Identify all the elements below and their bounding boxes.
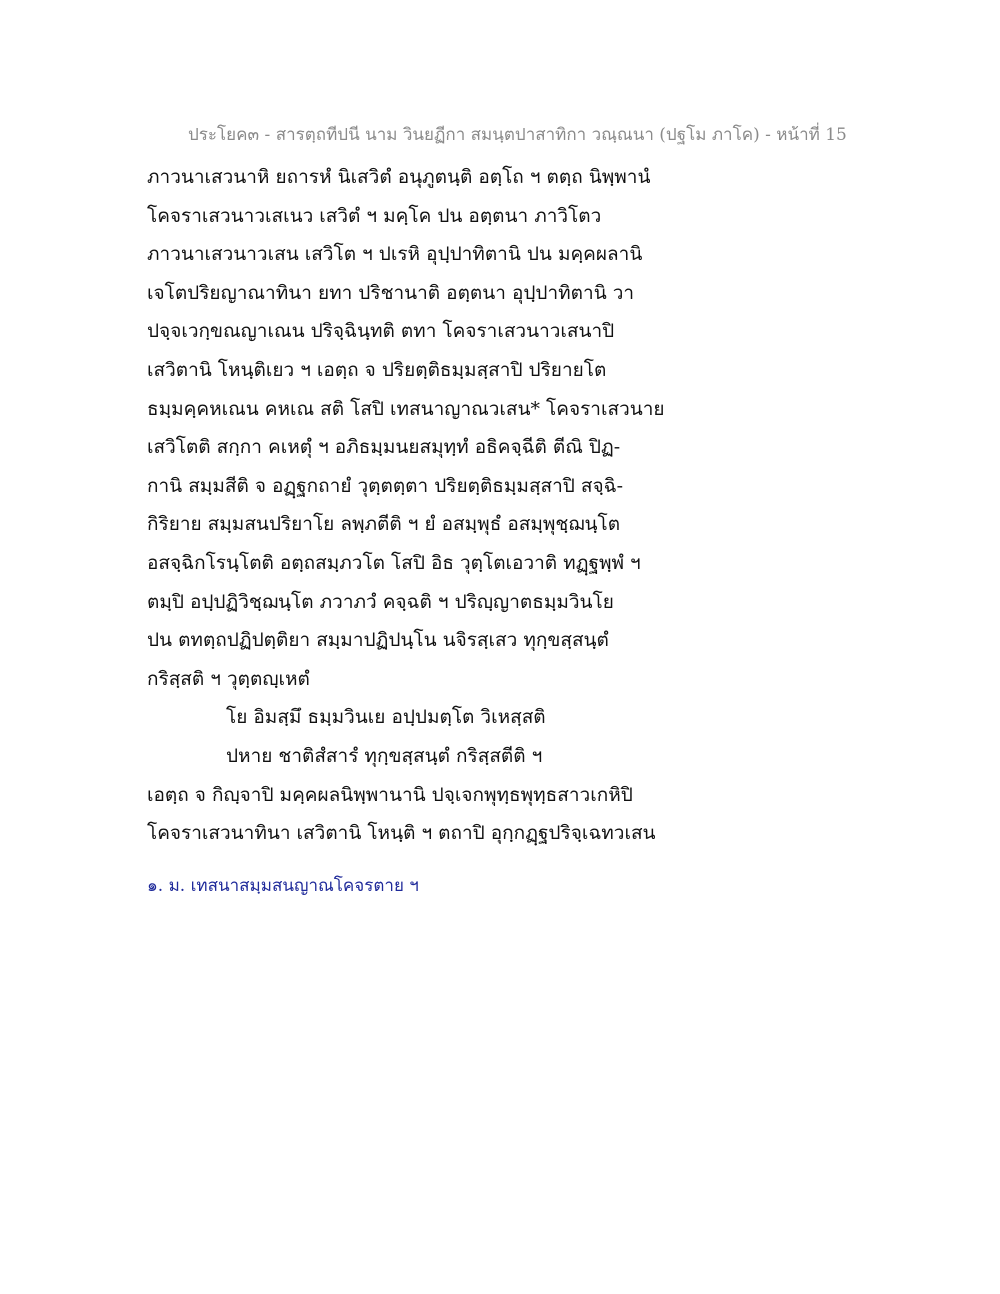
text-line: ปจฺจเวกฺขณญาเณน ปริจฺฉินฺทติ ตทา โคจราเสวนาวเสนาปิ [147,320,615,343]
running-header: ประโยค๓ - สารตฺถทีปนี นาม วินยฏีกา สมนฺตปาสาทิกา วณฺณนา (ปฐโม ภาโค) - หน้าที่ 15 [188,125,847,145]
text-line: กริสฺสติ ฯ วุตฺตญฺเหตํ [147,667,310,690]
text-line: ปน ตทตฺถปฏิปตฺติยา สมฺมาปฏิปนฺโน นจิรสฺเสว ทุกฺขสฺสนฺตํ [147,629,609,652]
text-line: กิริยาย สมฺมสนปริยาโย ลพฺภตีติ ฯ ยํ อสมฺพุธํ อสมฺพุชฺฌนฺโต [147,513,621,536]
text-line: ภาวนาเสวนาวเสน เสวิโต ฯ ปเรหิ อุปฺปาทิตานิ ปน มคฺคผลานิ [147,243,643,266]
verse-line: ปหาย ชาติสํสารํ ทุกฺขสฺสนฺตํ กริสฺสตีติ ฯ [226,744,543,767]
text-line: ตมฺปิ อปฺปฏิวิชฺฌนฺโต ภวาภวํ คจฺฉติ ฯ ปริญฺญาตธมฺมวินโย [147,590,614,613]
text-line: เสวิโตติ สกฺกา คเหตุํ ฯ อภิธมฺมนยสมุทฺทํ อธิคจฺฉีติ ตีณิ ปิฏ- [147,436,621,459]
text-line: โคจราเสวนาวเสเนว เสวิตํ ฯ มคฺโค ปน อตฺตนา ภาวิโตว [147,204,602,227]
text-line: ธมฺมคฺคหเณน คหเณ สติ โสปิ เทสนาญาณวเสน* โคจราเสวนาย [147,397,665,420]
text-line: กานิ สมฺมสีติ จ อฏฺฐกถายํ วุตฺตตฺตา ปริยตฺติธมฺมสฺสาปิ สจฺฉิ- [147,474,624,497]
text-line: ภาวนาเสวนาหิ ยถารหํ นิเสวิตํ อนุภูตนฺติ อตฺโถ ฯ ตตฺถ นิพฺพานํ [147,166,651,188]
text-line: เจโตปริยญาณาทินา ยทา ปริชานาติ อตฺตนา อุปฺปาทิตานิ วา [147,281,635,304]
text-line: เอตฺถ จ กิญฺจาปิ มคฺคผลนิพฺพานานิ ปจฺเจกพุทฺธพุทฺธสาวเกหิปิ [147,783,633,806]
verse-line: โย อิมสฺมึ ธมฺมวินเย อปฺปมตฺโต วิเหสฺสติ [226,706,546,729]
body-text [147,158,867,853]
text-line: โคจราเสวนาทินา เสวิตานิ โหนฺติ ฯ ตถาปิ อุกฺกฏฺฐปริจฺเฉทวเสน [147,822,656,845]
text-line: เสวิตานิ โหนฺติเยว ฯ เอตฺถ จ ปริยตฺติธมฺมสฺสาปิ ปริยายโต [147,358,607,381]
footnote: ๑. ม. เทสนาสมฺมสนญาณโคจรตาย ฯ [147,876,419,896]
text-line: อสจฺฉิกโรนฺโตติ อตฺถสมฺภวโต โสปิ อิธ วุตฺโตเอวาติ ทฏฺฐพฺพํ ฯ [147,551,641,574]
